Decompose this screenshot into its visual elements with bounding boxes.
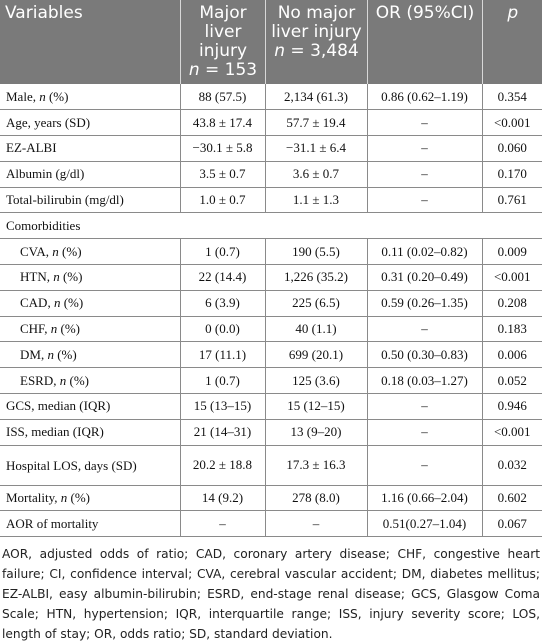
table-row [0, 368, 542, 394]
p-value: 0.052 [482, 368, 542, 394]
odds-ratio-value: 0.86 (0.62–1.19) [367, 84, 482, 110]
table-row [0, 136, 542, 162]
row-label-text: Male, [6, 88, 36, 104]
major-value: 0 (0.0) [180, 316, 265, 342]
major-value: – [180, 511, 265, 537]
table-row [0, 187, 542, 213]
row-label-unit: (%) [57, 321, 80, 337]
row-label-text: CAD, [20, 295, 51, 311]
row-label: Hospital LOS, days (SD) [0, 445, 180, 485]
p-value: 0.009 [482, 239, 542, 265]
table-row [0, 511, 542, 537]
row-label-text: HTN, [20, 269, 50, 285]
no-major-value: 1,226 (35.2) [265, 265, 367, 291]
odds-ratio-value: – [367, 161, 482, 187]
row-label [0, 316, 180, 342]
header-nomajor-n-value: = 3,484 [290, 41, 359, 61]
table-row [0, 394, 542, 420]
row-label [0, 368, 180, 394]
row-label: AOR of mortality [0, 511, 180, 537]
table-row [0, 485, 542, 511]
major-value: 3.5 ± 0.7 [180, 161, 265, 187]
row-label [0, 265, 180, 291]
row-label-unit: (%) [66, 372, 89, 388]
p-value: <0.001 [482, 110, 542, 136]
no-major-value: 17.3 ± 16.3 [265, 445, 367, 485]
row-label-unit: (%) [58, 243, 82, 259]
row-label-unit: (%) [59, 269, 83, 285]
no-major-value: −31.1 ± 6.4 [265, 136, 367, 162]
header-major-n-value: = 153 [205, 60, 258, 80]
row-label: Total-bilirubin (mg/dl) [0, 187, 180, 213]
p-value: 0.761 [482, 187, 542, 213]
row-label-n: n [53, 269, 60, 285]
row-label: Age, years (SD) [0, 110, 180, 136]
header-p-value [482, 0, 542, 84]
major-value: 20.2 ± 18.8 [180, 445, 265, 485]
row-label: ISS, median (IQR) [0, 419, 180, 445]
table-row [0, 290, 542, 316]
no-major-value: 2,134 (61.3) [265, 84, 367, 110]
major-value: 43.8 ± 17.4 [180, 110, 265, 136]
header-major-liver-injury [180, 0, 265, 84]
section-label: Comorbidities [0, 213, 542, 239]
major-value: 17 (11.1) [180, 342, 265, 368]
table-row [0, 316, 542, 342]
header-no-major-liver-injury [265, 0, 367, 84]
row-label [0, 84, 180, 110]
row-label [0, 342, 180, 368]
header-nomajor-line1: No major [277, 3, 356, 23]
no-major-value: 15 (12–15) [265, 394, 367, 420]
p-value: 0.032 [482, 445, 542, 485]
table-row [0, 161, 542, 187]
row-label-n: n [53, 295, 61, 311]
row-label [0, 485, 180, 511]
table-footnote: AOR, adjusted odds of ratio; CAD, coronary artery disease; CHF, congestive heart failure; CI, confidence interval; CVA, cerebral vascular accident; DM, diabetes mellitus; EZ-ALBI, easy albumin-bilirubin; ESRD, end-stage renal disease; GCS, Glasgow Coma Scale; HTN, hypertension; IQR, interquartile range; ISS, injury severity score; LOS, length of stay; OR, odds ratio; SD, standard deviation. [2, 547, 540, 641]
row-label-text: DM, [20, 346, 45, 362]
odds-ratio-value: 0.50 (0.30–0.83) [367, 342, 482, 368]
row-label-text: CHF, [20, 321, 48, 337]
odds-ratio-value: – [367, 419, 482, 445]
row-label-unit: (%) [53, 346, 77, 362]
table-row [0, 445, 542, 485]
major-value: 14 (9.2) [180, 485, 265, 511]
no-major-value: 190 (5.5) [265, 239, 367, 265]
header-nomajor-n-label: n [274, 41, 286, 61]
no-major-value: – [265, 511, 367, 537]
major-value: −30.1 ± 5.8 [180, 136, 265, 162]
header-major-line2: liver injury [198, 22, 248, 61]
major-value: 21 (14–31) [180, 419, 265, 445]
header-row [0, 0, 542, 84]
major-value: 1 (0.7) [180, 368, 265, 394]
row-label-text: ESRD, [20, 372, 57, 388]
p-value: 0.006 [482, 342, 542, 368]
odds-ratio-value: 0.18 (0.03–1.27) [367, 368, 482, 394]
odds-ratio-value: 0.51(0.27–1.04) [367, 511, 482, 537]
row-label-n: n [52, 243, 59, 259]
p-value: 0.354 [482, 84, 542, 110]
no-major-value: 699 (20.1) [265, 342, 367, 368]
p-value: 0.946 [482, 394, 542, 420]
row-label [0, 290, 180, 316]
row-label-text: Mortality, [6, 490, 58, 506]
header-odds-ratio: OR (95%CI) [367, 0, 482, 84]
header-p-label: p [507, 3, 519, 23]
no-major-value: 278 (8.0) [265, 485, 367, 511]
no-major-value: 225 (6.5) [265, 290, 367, 316]
header-variables: Variables [0, 0, 180, 84]
row-label-unit: (%) [67, 490, 91, 506]
no-major-value: 57.7 ± 19.4 [265, 110, 367, 136]
header-major-n-label: n [188, 60, 200, 80]
odds-ratio-value: – [367, 110, 482, 136]
row-label: GCS, median (IQR) [0, 394, 180, 420]
odds-ratio-value: – [367, 187, 482, 213]
no-major-value: 1.1 ± 1.3 [265, 187, 367, 213]
p-value: 0.183 [482, 316, 542, 342]
table-row [0, 213, 542, 239]
p-value: 0.067 [482, 511, 542, 537]
p-value: 0.602 [482, 485, 542, 511]
row-label [0, 239, 180, 265]
row-label-n: n [59, 372, 67, 388]
no-major-value: 125 (3.6) [265, 368, 367, 394]
major-value: 1.0 ± 0.7 [180, 187, 265, 213]
row-label-unit: (%) [60, 295, 84, 311]
p-value: <0.001 [482, 419, 542, 445]
p-value: 0.170 [482, 161, 542, 187]
odds-ratio-value: 1.16 (0.66–2.04) [367, 485, 482, 511]
odds-ratio-value: 0.59 (0.26–1.35) [367, 290, 482, 316]
row-label-unit: (%) [45, 88, 69, 104]
row-label-n: n [50, 321, 58, 337]
no-major-value: 3.6 ± 0.7 [265, 161, 367, 187]
odds-ratio-value: – [367, 316, 482, 342]
odds-ratio-value: – [367, 445, 482, 485]
p-value: 0.208 [482, 290, 542, 316]
table-row [0, 419, 542, 445]
odds-ratio-value: 0.11 (0.02–0.82) [367, 239, 482, 265]
table-row [0, 84, 542, 110]
header-major-line1: Major [199, 3, 247, 23]
row-label-text: CVA, [20, 243, 50, 259]
table-row [0, 110, 542, 136]
row-label-n: n [47, 346, 54, 362]
row-label-n: n [39, 88, 46, 104]
header-nomajor-line2: liver injury [271, 22, 362, 42]
p-value: <0.001 [482, 265, 542, 291]
major-value: 6 (3.9) [180, 290, 265, 316]
no-major-value: 13 (9–20) [265, 419, 367, 445]
odds-ratio-value: – [367, 136, 482, 162]
p-value: 0.060 [482, 136, 542, 162]
odds-ratio-value: 0.31 (0.20–0.49) [367, 265, 482, 291]
row-label: Albumin (g/dl) [0, 161, 180, 187]
major-value: 1 (0.7) [180, 239, 265, 265]
no-major-value: 40 (1.1) [265, 316, 367, 342]
table-row [0, 342, 542, 368]
row-label-n: n [60, 490, 68, 506]
table-body [0, 84, 542, 537]
major-value: 88 (57.5) [180, 84, 265, 110]
major-value: 15 (13–15) [180, 394, 265, 420]
odds-ratio-value: – [367, 394, 482, 420]
row-label: EZ-ALBI [0, 136, 180, 162]
major-value: 22 (14.4) [180, 265, 265, 291]
table-row [0, 239, 542, 265]
table-row [0, 265, 542, 291]
